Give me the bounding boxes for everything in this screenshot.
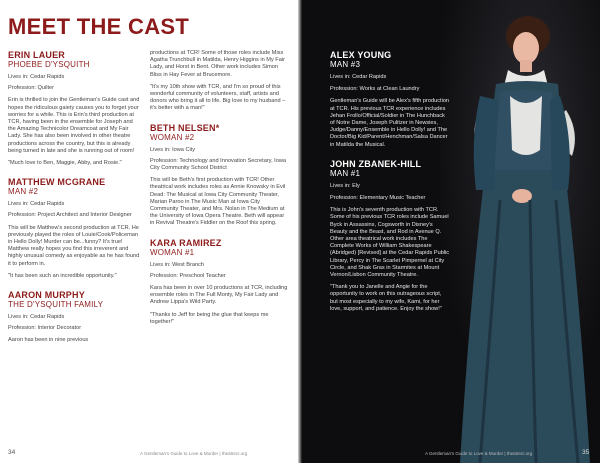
cast-name: ERIN LAUER [8, 50, 66, 60]
cast-quote: "Thank you to Janelle and Angie for the opportunity to work on this outrageous script, but most especially to my wife, Kami, for her love, support, and patience. Enjoy the show!" [330, 284, 442, 312]
cast-lives: Lives in: Cedar Rapids [8, 314, 65, 321]
cast-lives: Lives in: Ely [330, 182, 360, 189]
cast-bio: Kara has been in over 10 productions at TCR, including ensemble roles in The Full Monty, My Fair Lady and Andrew Lippa's Wild Party. [150, 285, 288, 306]
cast-bio: Aaron has been in nine previous [8, 337, 89, 344]
cast-name: AARON MURPHY [8, 290, 85, 301]
page-number-left: 34 [8, 449, 16, 456]
cast-entry-aaron [8, 290, 142, 345]
cast-name: JOHN ZBANEK-HILL [330, 158, 422, 169]
cast-entry-aaron-cont [150, 50, 288, 113]
cast-entry-alex [330, 50, 450, 149]
cast-profession: Profession: Preschool Teacher [150, 272, 226, 279]
cast-entry-john [330, 159, 450, 313]
cast-profession: Profession: Quilter [8, 85, 55, 92]
cast-lives: Lives in: Cedar Rapids [330, 74, 387, 80]
footer-credit-left: A Gentleman's Guide to Love & Murder | theatrecr.org [140, 451, 248, 456]
cast-lives: Lives in: West Branch [150, 261, 204, 268]
cast-bio: This is John's seventh production with TCR. Some of his previous TCR roles include Samuel Byck in Assassins, Cogsworth in Disney's Beauty and the Beast, and Rod in Avenue Q. Other area theatrical work includes The Complete Works of William Shakespeare (Abridged) [Revised] at the Cedar Rapids Public Library, Percy in The Scarlet Pimpernel at City Circle, and Shak Gras in Starmites at Mount Vernon/Lisbon Community Theatre. [330, 207, 450, 279]
cast-column-2 [150, 50, 288, 336]
cast-bio: This will be Beth's first production with TCR! Other theatrical work includes roles as Annie Knowsky in Evil Dead: The Musical at Iowa City Community Theater, Marian Paroo in The Music Man at Iowa City Community Theater, and Mrs. Nolan in The Medium at the University of Iowa Opera Theatre. Beth will appear in Revival Theatre's Fiddler on the Roof this spring. [150, 177, 286, 227]
cast-role: MAN #1 [330, 168, 361, 178]
cast-lives: Lives in: Cedar Rapids [8, 74, 65, 80]
cast-role: PHOEBE D'YSQUITH [8, 60, 90, 69]
cast-name: ALEX YOUNG [330, 50, 392, 60]
page-gutter [298, 0, 302, 463]
cast-role: WOMAN #2 [150, 132, 195, 142]
cast-name: BETH NELSEN* [150, 122, 220, 133]
cast-bio: This will be Matthew's second production at TCR. He previously played the roles of Louie/Cook/Policeman in Hello Dolly! Murder can be...funny? It's true! Matthew really hopes you find this irreverent and highly unusual comedy as enjoyable as he has found it to perform in. [8, 224, 140, 267]
cast-lives: Lives in: Cedar Rapids [8, 201, 65, 208]
actress-photo [440, 0, 600, 463]
cast-role: THE D'YSQUITH FAMILY [8, 300, 104, 310]
page-number-right: 35 [582, 449, 590, 456]
cast-quote: "It has been such an incredible opportunity." [8, 272, 117, 279]
page-title: MEET THE CAST [8, 14, 190, 39]
cast-bio: Gentleman's Guide will be Alex's fifth production at TCR. His previous TCR experience includes Jehan Frollo/Official/Soldier in The Hunchback of Notre Dame, Joseph Pulitzer in Newsies, Judge/Danny/Ensemble in Hello Dolly! and The Doctor/Big Kid/Parent/Henchman/Salsa Dancer in Matilda the Musical. [330, 98, 450, 148]
footer-credit-right: A Gentleman's Guide to Love & Murder | theatrecr.org [425, 451, 533, 456]
cast-quote: "It's my 10th show with TCR, and I'm so proud of this wonderful community of volunteers, staff, artists and donors who bring it all to life. Big love to my husband – it's better with a man!" [150, 83, 286, 112]
cast-bio: Erin is thrilled to join the Gentleman's Guide cast and hopes the ridiculous gaiety causes you to forget your worries for a while. This is Erin's third production at TCR, having been in the ensemble for Joseph and the Amazing Technicolor Dreamcoat and My Fair Lady. She has also been involved in other theatre productions across the country, but this is already being turned in late and she is running out of room! [8, 97, 140, 154]
cast-name: MATTHEW MCGRANE [8, 177, 106, 188]
cast-name: KARA RAMIREZ [150, 237, 222, 248]
cast-role: WOMAN #1 [150, 247, 195, 257]
cast-quote: "Thanks to Jeff for being the glue that keeps me together!" [150, 311, 269, 325]
cast-entry-beth [150, 123, 288, 228]
cast-role: MAN #3 [330, 60, 361, 69]
cast-profession: Profession: Project Architect and Interior Designer [8, 212, 132, 219]
cast-profession: Profession: Elementary Music Teacher [330, 195, 426, 202]
cast-column-1 [8, 50, 142, 355]
cast-profession: Profession: Technology and Innovation Secretary, Iowa City Community School District [150, 157, 286, 172]
cast-lives: Lives in: Iowa City [150, 146, 196, 153]
cast-role: MAN #2 [8, 187, 39, 197]
cast-bio: productions at TCR! Some of those roles include Miss Agatha Trunchbull in Matilda, Henry Higgins in My Fair Lady, and Horst in Bent. Other work includes Simon Bliss in Hay Fever at Brucemore. [150, 50, 285, 78]
cast-profession: Profession: Interior Decorator [8, 325, 82, 332]
cast-entry-matthew [8, 177, 142, 280]
cast-entry-erin [8, 50, 142, 167]
cast-quote: "Much love to Ben, Maggie, Abby, and Rosie." [8, 160, 122, 167]
cast-column-3 [330, 50, 450, 323]
cast-entry-kara [150, 238, 288, 326]
cast-profession: Profession: Works at Clean Laundry [330, 86, 420, 93]
